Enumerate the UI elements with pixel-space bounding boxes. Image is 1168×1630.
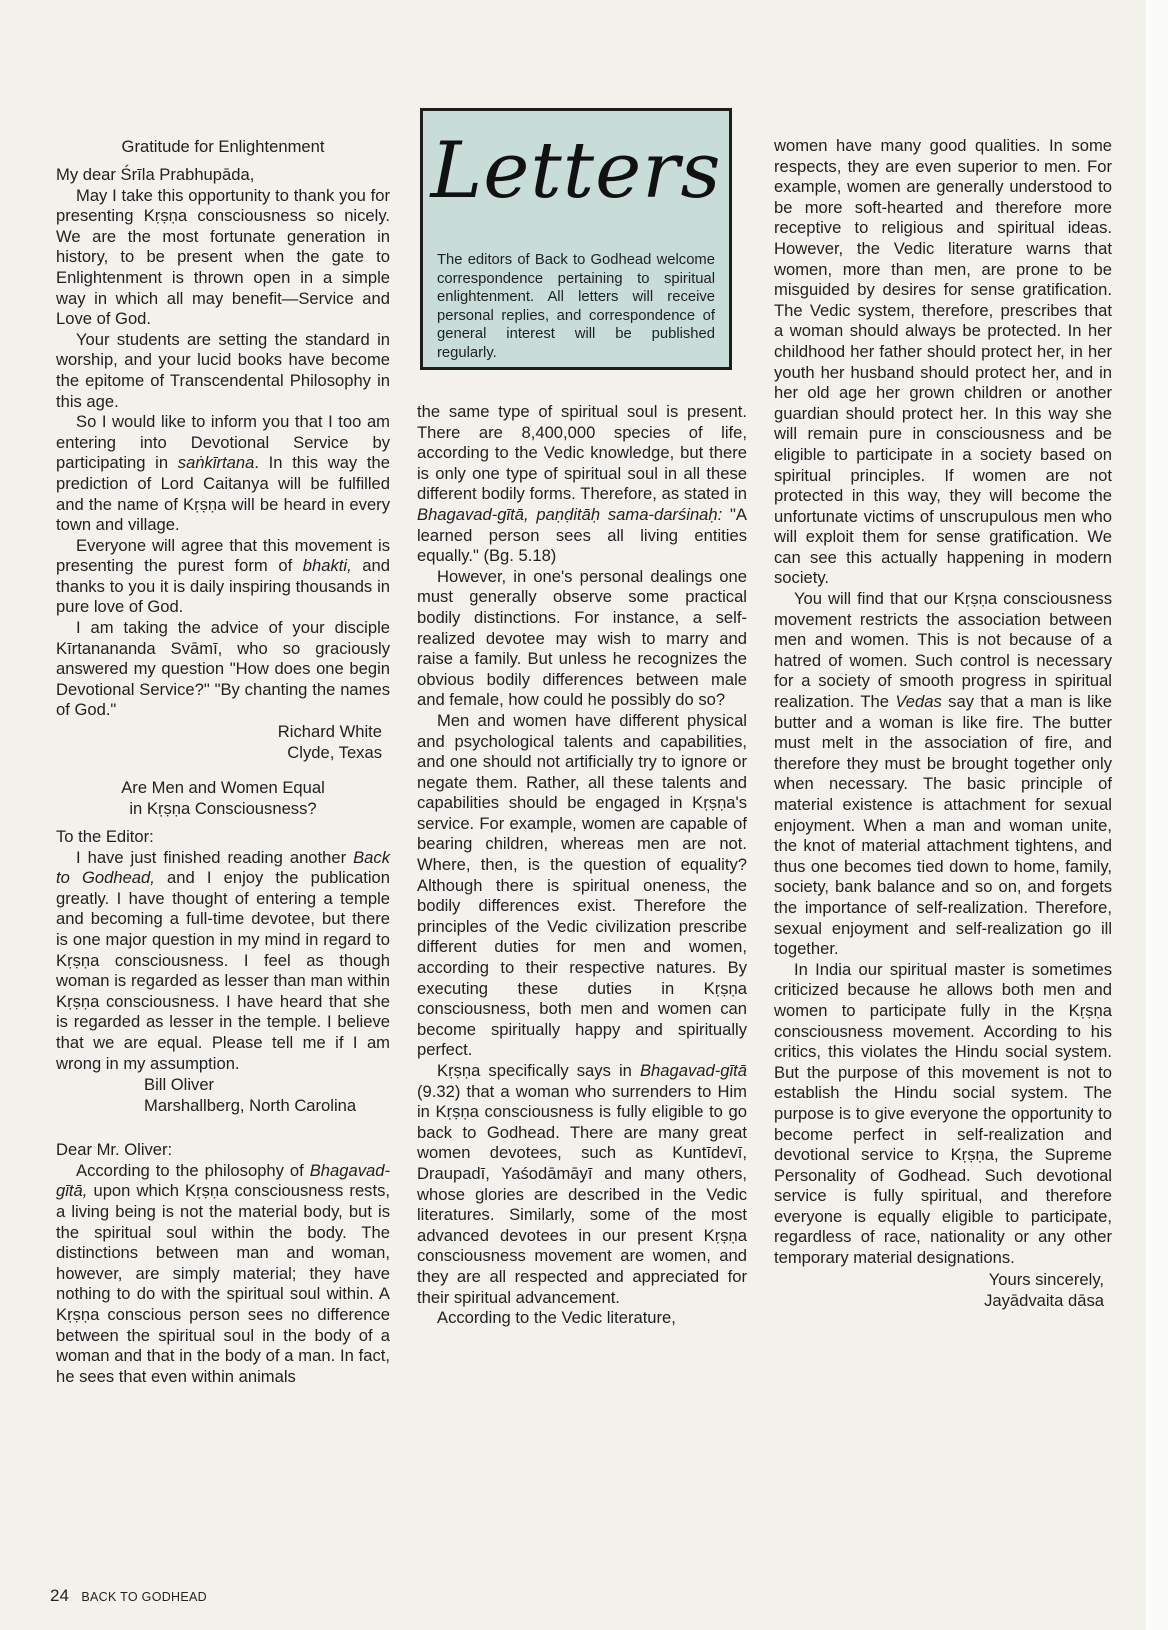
- letter1-salutation: My dear Śrīla Prabhupāda,: [56, 165, 255, 184]
- letter1-signature-name: Richard White: [277, 722, 382, 742]
- reply-paragraph-5-start: According to the Vedic literature,: [437, 1308, 676, 1328]
- letters-description: The editors of Back to Godhead welcome correspondence pertaining to spiritual enlightenment. All letters will receive personal replies, and correspondence of general interest will be published regularly.: [437, 252, 715, 361]
- letter1-paragraph-4: Everyone will agree that this movement is presenting the purest form of bhakti, and thanks to you it is daily inspiring thousands in pure love of God.: [56, 535, 390, 617]
- page-number: 24: [50, 1586, 69, 1605]
- reply-paragraph-1-continued: the same type of spiritual soul is present. There are 8,400,000 species of life, according to the Vedic knowledge, but there is only one type of spiritual soul in all these different bodily forms. Therefore, as stated in Bhagavad-gītā, paṇḍitāḥ sama-darśinaḥ: "A learned person sees all living entities equally." (Bg. 5.18): [417, 402, 747, 566]
- letter2-signature-name: Bill Oliver: [144, 1075, 215, 1095]
- reply-paragraph-5: women have many good qualities. In some respects, they are even superior to men. For example, women are generally understood to be more soft-hearted and therefore more receptive to religious and spiritual ideas. However, the Vedic literature warns that women, more than men, are prone to be misguided by desires for sense gratification. The Vedic system, therefore, prescribes that a woman should always be protected. In her childhood her father should protect her, in her youth her husband should protect her, and in her old age her grown children or another guardian should protect her. In this way she will remain pure in consciousness and be eligible to participate in a society based on spiritual principles. If women are not protected in this way, they will become the unfortunate victims of unscrupulous men who will exploit them for sense gratification. We can see this actually happening in modern society.: [774, 136, 1112, 588]
- letter1-paragraph-1: May I take this opportunity to thank you for presenting Kṛṣṇa consciousness so nicely. We are the most fortunate generation in history, to be present when the gate to Enlightenment is thrown open in a simple way in which all may benefit—Service and Love of God.: [56, 185, 390, 329]
- letter2-heading-line2: in Kṛṣṇa Consciousness?: [129, 799, 317, 819]
- column-1: [56, 136, 390, 1387]
- letter2-signature-place: Marshallberg, North Carolina: [144, 1096, 357, 1116]
- letter1-signature-place: Clyde, Texas: [287, 743, 382, 763]
- reply-paragraph-6: You will find that our Kṛṣṇa consciousness movement restricts the association between men and women. This is not because of a hatred of women. Such control is necessary for a society of smooth progress in spiritual realization. The Vedas say that a man is like butter and a woman is like fire. The butter must melt in the association of fire, and therefore they must be brought together only when necessary. The basic principle of material existence is attachment for sexual enjoyment. When a man and woman unite, the knot of material attachment tightens, and thus one becomes tied down to home, family, society, bank balance and so on, and forgets the importance of self-realization. Therefore, sexual enjoyment and self-realization go ill together.: [774, 589, 1112, 959]
- letter1-paragraph-3: So I would like to inform you that I too am entering into Devotional Service by participating in saṅkīrtana. In this way the prediction of Lord Caitanya will be fulfilled and the name of Kṛṣṇa will be heard in every town and village.: [56, 412, 390, 535]
- column-2: [417, 402, 747, 1329]
- reply-paragraph-4: Kṛṣṇa specifically says in Bhagavad-gītā (9.32) that a woman who surrenders to Him in Kṛṣṇa consciousness is fully eligible to go back to Godhead. There are many great women devotees, such as Kuntīdevī, Draupadī, Yaśodāmāyī and many others, whose glories are described in the Vedic literatures. Similarly, some of the most advanced devotees in our present Kṛṣṇa consciousness movement are women, and they are all respected and appreciated for their spiritual advancement.: [417, 1061, 747, 1307]
- letters-title: Letters: [430, 126, 722, 216]
- letter2-paragraph-1: I have just finished reading another Back to Godhead, and I enjoy the publication greatly. I have thought of entering a temple and becoming a full-time devotee, but there is one major question in my mind in regard to Kṛṣṇa consciousness. I feel as though woman is regarded as lesser than man within Kṛṣṇa consciousness. I have heard that she is regarded as lesser in the temple. I believe that we are equal. Please tell me if I am wrong in my assumption.: [56, 847, 390, 1073]
- column-3: [774, 136, 1112, 1311]
- reply-signature: Jayādvaita dāsa: [984, 1290, 1104, 1310]
- letter1-paragraph-2: Your students are setting the standard in worship, and your lucid books have become the epitome of Transcendental Philosophy in this age.: [56, 329, 390, 411]
- letter2-salutation: To the Editor:: [56, 827, 154, 847]
- magazine-name: BACK TO GODHEAD: [81, 1590, 207, 1604]
- letter1-paragraph-5: I am taking the advice of your disciple Kīrtanananda Svāmī, who so graciously answered my question "How does one begin Devotional Service?" "By chanting the names of God.": [56, 618, 390, 720]
- letter2-heading-line1: Are Men and Women Equal: [121, 778, 325, 798]
- reply-paragraph-1: According to the philosophy of Bhagavad-gītā, upon which Kṛṣṇa consciousness rests, a living being is not the material body, but is the spiritual soul within the body. The distinctions between man and woman, however, are simply material; they have nothing to do with the spiritual soul within. A Kṛṣṇa conscious person sees no difference between the spiritual soul in the body of a woman and that in the body of a man. In fact, he sees that even within animals: [56, 1160, 390, 1386]
- reply-paragraph-3: Men and women have different physical and psychological talents and capabilities, and one should not artificially try to ignore or negate them. Rather, all these talents and capabilities should be engaged in Kṛṣṇa's service. For example, women are capable of bearing children, whereas men are not. Where, then, is the question of equality? Although there is spiritual oneness, the bodily differences exist. Therefore the principles of the Vedic civilization prescribe different duties for men and women, according to their respective natures. By executing these duties in Kṛṣṇa consciousness, both men and women can become spiritually happy and spiritually perfect.: [417, 710, 747, 1060]
- letters-header-box: [420, 108, 732, 370]
- letter1-heading: Gratitude for Enlightenment: [121, 137, 325, 156]
- page-edge: [1146, 0, 1168, 1630]
- reply-paragraph-7: In India our spiritual master is sometimes criticized because he allows both men and women to participate fully in the Kṛṣṇa consciousness movement. According to his critics, this violates the Hindu social system. But the purpose of this movement is not to establish the Hindu social system. The purpose is to give everyone the opportunity to become perfect in self-realization and devotional service to Kṛṣṇa, the Supreme Personality of Godhead. Such devotional service is fully spiritual, and therefore everyone is equally eligible to participate, regardless of race, nationality or any other temporary material designations.: [774, 959, 1112, 1268]
- reply-closing: Yours sincerely,: [988, 1269, 1104, 1289]
- reply-salutation: Dear Mr. Oliver:: [56, 1140, 173, 1160]
- reply-paragraph-2: However, in one's personal dealings one must generally observe some practical bodily distinctions. For instance, a self-realized devotee may wish to marry and raise a family. But unless he recognizes the obvious bodily differences between male and female, how could he possibly do so?: [417, 566, 747, 710]
- page-footer: [50, 1586, 207, 1606]
